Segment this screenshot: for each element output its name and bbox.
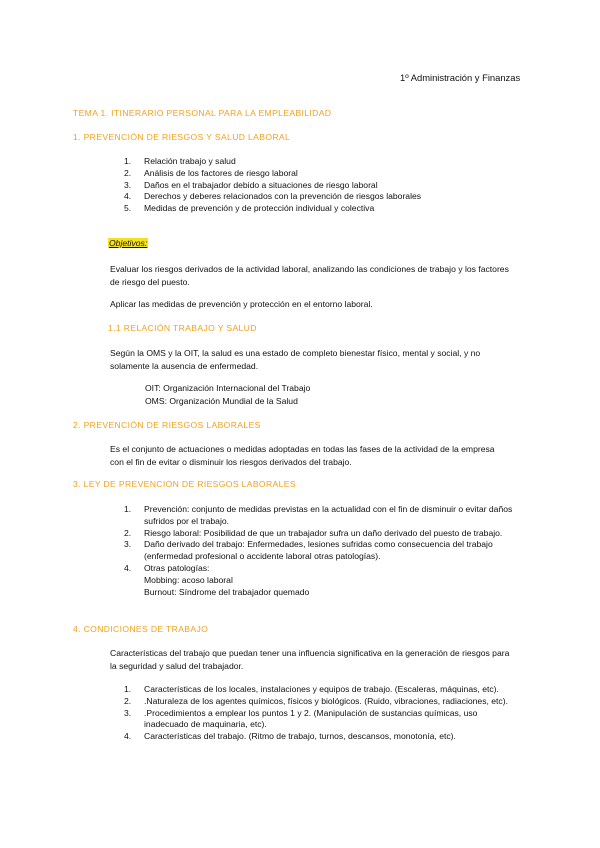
list-item: 3. Daño derivado del trabajo: Enfermedades, lesiones sufridas como consecuencia del trabajo (enfermedad profesional o accidente laboral otras patologías). — [124, 539, 493, 562]
mobbing-line: Mobbing: acoso laboral — [144, 574, 233, 585]
header-course: 1º Administración y Finanzas — [400, 72, 521, 83]
list-item: 1. Relación trabajo y salud — [124, 156, 236, 166]
burnout-line: Burnout: Síndrome del trabajador quemado — [144, 586, 310, 597]
tema-title: TEMA 1. ITINERARIO PERSONAL PARA LA EMPLEABILIDAD — [73, 108, 332, 118]
objetivos-paragraph-1: Evaluar los riesgos derivados de la actividad laboral, analizando las condiciones de trabajo y los factores de riesgo del puesto. — [110, 264, 509, 287]
objetivos-paragraph-2: Aplicar las medidas de prevención y protección en el entorno laboral. — [110, 299, 373, 309]
section1-1-title: 1.1 RELACIÓN TRABAJO Y SALUD — [108, 323, 257, 333]
list-item: 3. .Procedimientos a emplear los puntos 1 y 2. (Manipulación de sustancias químicas, uso inadecuado de maquinaria, etc). — [124, 707, 478, 730]
section4-paragraph: Características del trabajo que puedan tener una influencia significativa en la generación de riesgos para la seguridad y salud del trabajador. — [110, 648, 510, 671]
list-item: 1. Características de los locales, instalaciones y equipos de trabajo. (Escaleras, máquinas, etc). — [124, 684, 499, 694]
list-item: 5. Medidas de prevención y de protección individual y colectiva — [124, 203, 375, 214]
list-item: 1. Prevención: conjunto de medidas previstas en la actualidad con el fin de disminuir o evitar daños sufridos por el trabajo. — [124, 504, 513, 526]
section3-list — [124, 504, 524, 598]
section1-1-paragraph: Según la OMS y la OIT, la salud es una estado de completo bienestar físico, mental y social, y no solamente la ausencia de enfermedad. — [110, 348, 481, 371]
list-item: 4. Derechos y deberes relacionados con la prevención de riesgos laborales — [124, 191, 422, 202]
oit-definition: OIT: Organización Internacional del Trabajo — [145, 383, 311, 393]
list-item: 2. Riesgo laboral: Posibilidad de que un trabajador sufra un daño derivado del puesto de trabajo. — [124, 527, 503, 538]
list-item: 4. Características del trabajo. (Ritmo de trabajo, turnos, descansos, monotonía, etc). — [124, 731, 456, 742]
objetivos-label: Objetivos: — [109, 238, 148, 248]
section2-title: 2. PREVENCIÓN DE RIESGOS LABORALES — [73, 420, 261, 430]
section3-title: 3. LEY DE PREVENCION DE RIESGOS LABORALES — [73, 479, 296, 489]
section1-title: 1. PREVENCIÓN DE RIESGOS Y SALUD LABORAL — [73, 132, 291, 142]
section2-paragraph: Es el conjunto de actuaciones o medidas adoptadas en todas las fases de la actividad de la empresa con el fin de evitar o disminuir los riesgos derivados del trabajo. — [110, 444, 495, 467]
list-item: 2. .Naturaleza de los agentes químicos, físicos y biológicos. (Ruido, vibraciones, radiaciones, etc). — [124, 695, 508, 706]
list-item: 4. Otras patologías: Mobbing: acoso laboral Burnout: Síndrome del trabajador quemado — [124, 563, 524, 598]
list-item: 2. Análisis de los factores de riesgo laboral — [124, 167, 298, 178]
list-item: 3. Daños en el trabajador debido a situaciones de riesgo laboral — [124, 179, 378, 190]
section4-list — [124, 684, 524, 743]
oms-definition: OMS: Organización Mundial de la Salud — [145, 396, 298, 406]
section1-list — [124, 156, 514, 215]
section4-title: 4. CONDICIONES DE TRABAJO — [73, 624, 209, 634]
